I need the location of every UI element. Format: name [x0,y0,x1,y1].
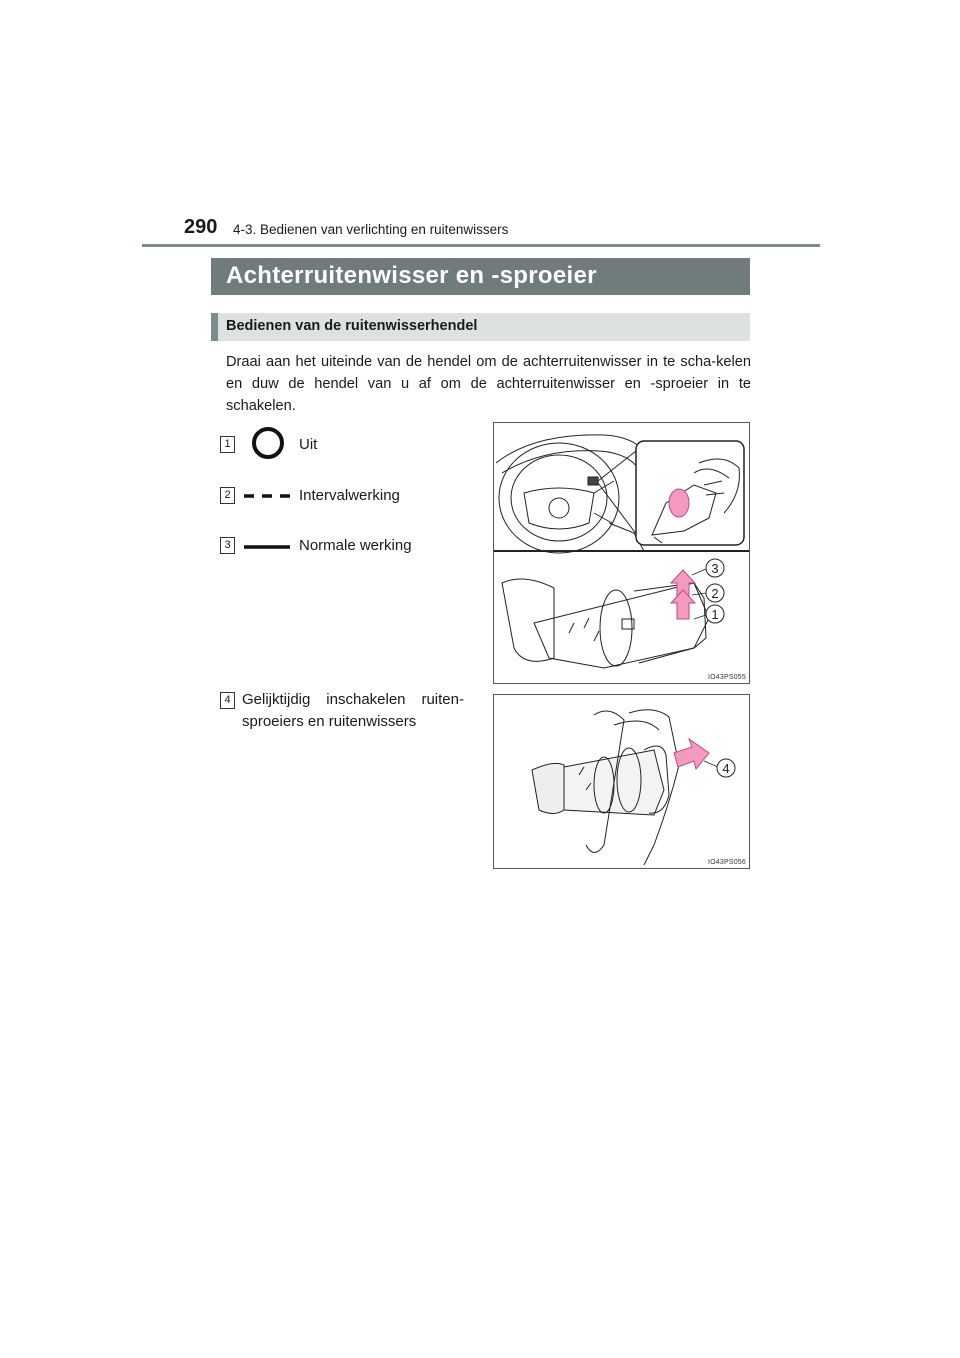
item-number-badge: 4 [220,692,235,709]
callout-label: 2 [711,586,719,601]
callout-label: 3 [711,561,719,576]
item-number-badge: 3 [220,537,235,554]
subsection-title: Bedienen van de ruitenwisserhendel [226,318,478,334]
section-title: Achterruitenwisser en -sproeier [226,262,597,289]
item-label: Gelijktijdig inschakelen ruiten-sproeiers en ruitenwissers [242,691,464,730]
header-rule [142,244,820,247]
wiper-washer-illustration [494,695,750,869]
intro-paragraph: Draai aan het uiteinde van de hendel om de achterruitenwisser in te scha-kelen en duw de hendel van u af om de achterruitenwisser en -sproeier in te schakelen. [226,354,751,414]
chapter-title: 4-3. Bedienen van verlichting en ruitenwissers [233,222,509,237]
item-label: Intervalwerking [299,487,400,504]
callout-label: 4 [722,761,730,776]
page-number: 290 [184,216,218,238]
solid-line-icon [243,539,291,557]
wiper-washer-figure [493,694,750,869]
figure-caption: IO43PS056 [708,859,746,866]
figure-caption: IO43PS055 [708,674,746,681]
wiper-lever-figure [493,422,750,684]
item-number-badge: 2 [220,487,235,504]
wiper-lever-illustration [494,423,750,684]
callout-label: 1 [711,607,719,622]
item-number-badge: 1 [220,436,235,453]
circle-off-icon [250,425,286,466]
item-label: Normale werking [299,537,412,554]
dashed-line-icon [243,488,291,506]
item-label: Uit [299,436,318,453]
